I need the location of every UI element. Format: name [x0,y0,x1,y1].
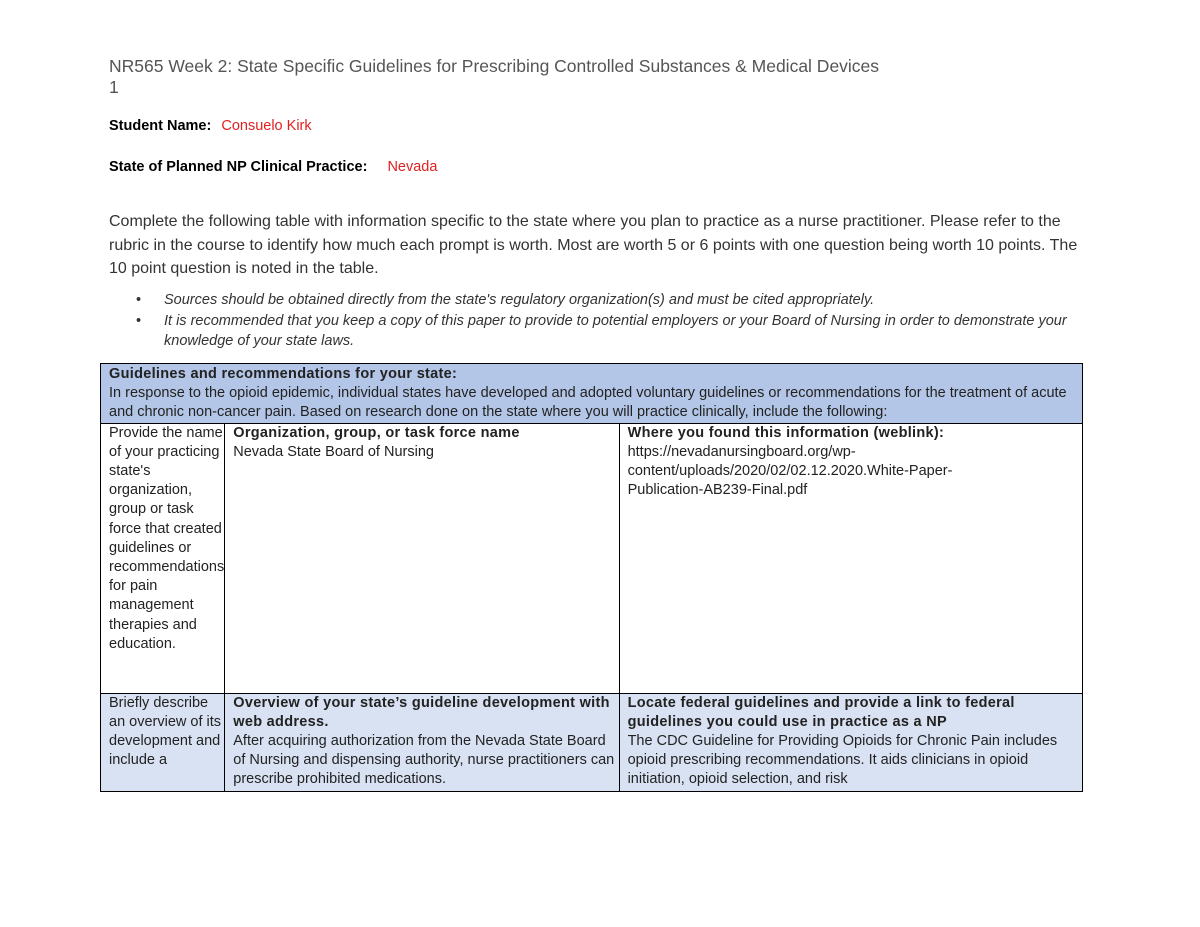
bullet-icon: • [136,312,142,329]
overview-text: After acquiring authorization from the Nevada State Board of Nursing and dispensing authority, nurse practitioners can prescribe prohibited medications. [233,733,615,788]
row2-prompt: Briefly describe an overview of its development and include a [101,693,225,791]
row1-col3 [619,423,1082,693]
bullet-item: • Sources should be obtained directly from the state's regulatory organization(s) and must be cited appropriately. [134,290,1094,311]
document-title: NR565 Week 2: State Specific Guidelines for Prescribing Controlled Substances & Medical Devices [109,56,880,76]
weblink-value: https://nevadanursingboard.org/wp-content/uploads/2020/02/02.12.2020.White-Paper-Publication-AB239-Final.pdf [627,443,953,499]
state-value: Nevada [387,159,438,175]
guidelines-table [100,363,1083,792]
org-name-value: Nevada State Board of Nursing [233,443,434,460]
org-name-heading: Organization, group, or task force name [233,424,520,441]
student-name-label: Student Name: [109,118,212,134]
row2-col2 [225,693,619,791]
row2-col3 [619,693,1082,791]
bullet-icon: • [136,292,142,308]
student-name-line [109,118,312,134]
overview-heading: Overview of your state’s guideline development with web address. [233,694,610,730]
bullet-item: • It is recommended that you keep a copy of this paper to provide to potential employers or your Board of Nursing in order to demonstrate your knowledge of your state laws. [136,312,1067,349]
student-name-value: Consuelo Kirk [221,118,312,134]
table-header-title: Guidelines and recommendations for your state: [109,366,458,382]
table-header-cell [101,364,1083,424]
table-row [101,693,1083,791]
table-header-row [101,364,1083,424]
table-header-text: In response to the opioid epidemic, individual states have developed and adopted voluntary guidelines or recommendations for the treatment of acute and chronic non-cancer pain. Based on research done on the state where you will practice clinically, include the following: [109,385,1067,421]
page-number: 1 [109,77,119,97]
state-line [109,159,437,175]
weblink-heading: Where you found this information (weblink): [627,424,945,441]
bullet-list [134,290,1094,352]
intro-paragraph: Complete the following table with information specific to the state where you plan to practice as a nurse practitioner. Please refer to the rubric in the course to identify how much each prompt is worth. Most are worth 5 or 6 points with one question being worth 10 points. The 10 point question is noted in the table. [109,213,1078,277]
document-header [109,56,879,98]
federal-guidelines-text: The CDC Guideline for Providing Opioids for Chronic Pain includes opioid prescribing recommendations. It aids clinicians in opioid initiation, opioid selection, and risk [627,733,1058,788]
federal-guidelines-heading: Locate federal guidelines and provide a link to federal guidelines you could use in practice as a NP [627,694,1015,730]
table-row [101,423,1083,693]
row1-prompt: Provide the name of your practicing state's organization, group or task force that created guidelines or recommendations for pain management therapies and education. [101,423,225,693]
row1-col2 [225,423,619,693]
state-label: State of Planned NP Clinical Practice: [109,159,368,175]
